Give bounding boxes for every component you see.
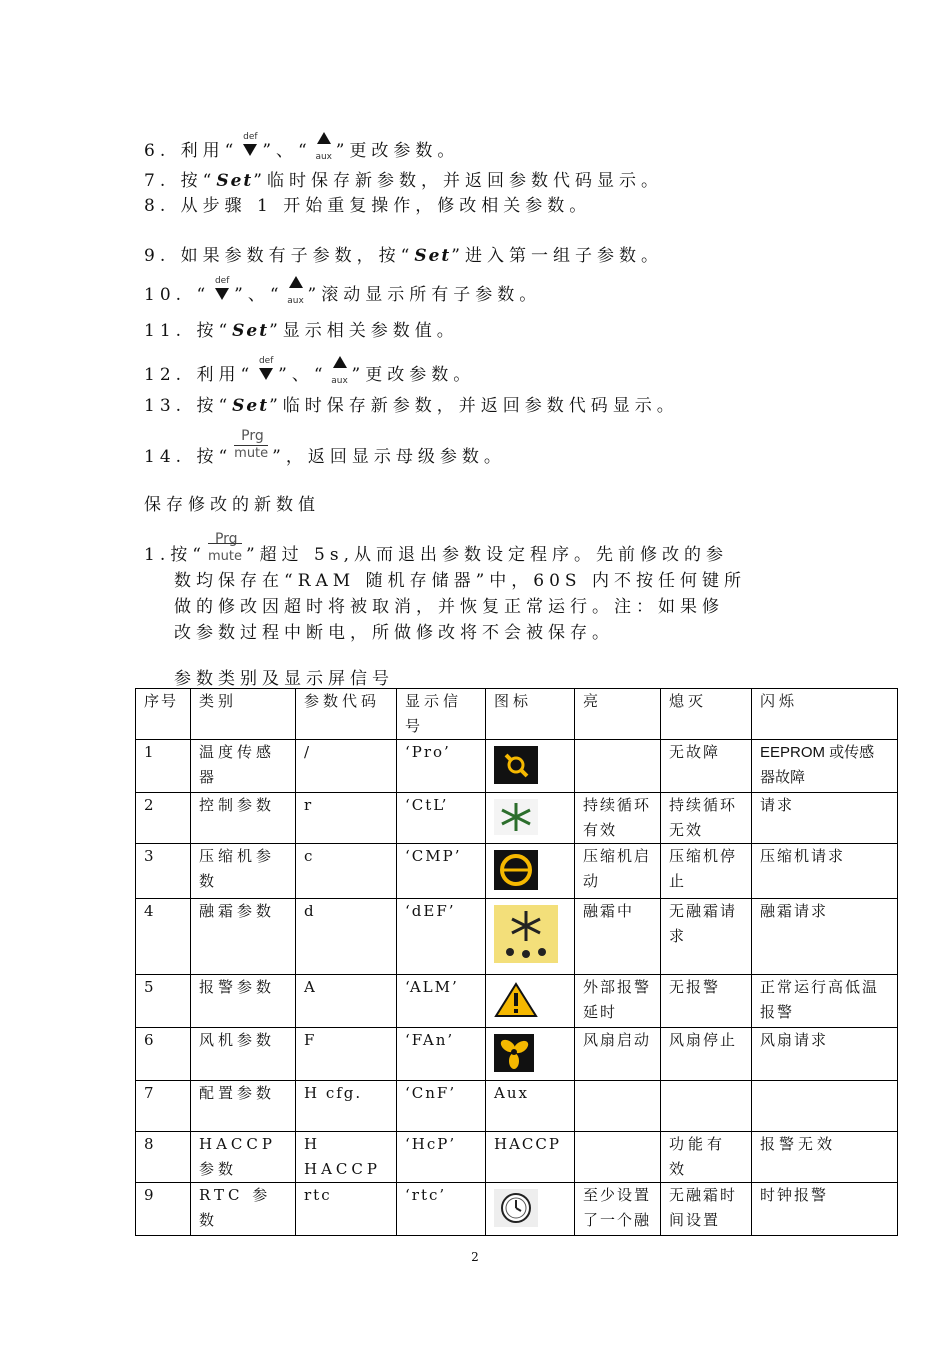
down-def-key-icon: def xyxy=(211,276,233,304)
cell-on: 风扇启动 xyxy=(575,1028,661,1081)
page-number: 2 xyxy=(471,1250,479,1264)
cell-off: 无报警 xyxy=(661,975,752,1028)
table-header-row xyxy=(136,689,898,740)
cell-off: 无融霜时间设置 xyxy=(661,1183,752,1236)
table-row xyxy=(136,1081,898,1132)
header-cell: 参数代码 xyxy=(296,689,397,740)
table-row xyxy=(136,975,898,1028)
cell-category: RTC 参数 xyxy=(191,1183,296,1236)
cell-on: 外部报警延时 xyxy=(575,975,661,1028)
cell-icon xyxy=(486,899,575,975)
cell-blink xyxy=(752,1081,898,1132)
cell-blink: 风扇请求 xyxy=(752,1028,898,1081)
up-aux-key-icon: aux xyxy=(285,276,307,304)
cell-icon xyxy=(486,1028,575,1081)
step-11: 11. 按“Set”显示相关参数值。 xyxy=(144,321,459,341)
step-12: 12. 利用“ def ”、“ aux ”更改参数。 xyxy=(144,356,476,386)
step-10: 10. “ def ”、“ aux ”滚动显示所有子参数。 xyxy=(144,276,542,306)
cell-code: H HACCP xyxy=(296,1132,397,1183)
up-aux-key-icon: aux xyxy=(329,356,351,384)
compressor-icon xyxy=(494,850,538,898)
warning-icon xyxy=(494,981,538,1027)
save-step: 1.按“ Prg mute ”超过 5s,从而退出参数设定程序。先前修改的参 数均保存在“RAM 随机存储器”中，60S 内不按任何键所 做的修改因超时将被取消，并恢复正常运行。注：如果修 改参数过程中断电，所做修改将不会被保存。 xyxy=(144,531,746,643)
cell-signal: ‘CnF’ xyxy=(397,1081,486,1132)
cell-code: r xyxy=(296,793,397,844)
cell-category: 配置参数 xyxy=(191,1081,296,1132)
cell-category: 风机参数 xyxy=(191,1028,296,1081)
step-9: 9. 如果参数有子参数，按“Set”进入第一组子参数。 xyxy=(144,246,663,266)
header-cell: 熄灭 xyxy=(661,689,752,740)
up-aux-key-icon: aux xyxy=(313,132,335,160)
cell-on: 压缩机启动 xyxy=(575,844,661,899)
parameter-table xyxy=(135,688,898,1236)
cell-signal: ‘dEF’ xyxy=(397,899,486,975)
cell-no: 7 xyxy=(136,1081,191,1132)
header-cell: 图标 xyxy=(486,689,575,740)
snowflake-icon xyxy=(494,799,538,843)
cell-off xyxy=(661,1081,752,1132)
cell-no: 4 xyxy=(136,899,191,975)
cell-icon xyxy=(486,740,575,793)
cell-category: 控制参数 xyxy=(191,793,296,844)
clock-icon xyxy=(494,1189,538,1235)
header-cell: 序号 xyxy=(136,689,191,740)
cell-no: 8 xyxy=(136,1132,191,1183)
cell-blink: 请求 xyxy=(752,793,898,844)
cell-signal: ‘HcP’ xyxy=(397,1132,486,1183)
step-8: 8. 从步骤 1 开始重复操作，修改相关参数。 xyxy=(144,196,592,216)
cell-signal: ‘rtc’ xyxy=(397,1183,486,1236)
cell-icon xyxy=(486,975,575,1028)
step-13: 13. 按“Set”临时保存新参数，并返回参数代码显示。 xyxy=(144,396,679,416)
cell-no: 9 xyxy=(136,1183,191,1236)
cell-blink: EEPROM 或传感器故障 xyxy=(752,740,898,793)
cell-off: 风扇停止 xyxy=(661,1028,752,1081)
cell-icon xyxy=(486,793,575,844)
cell-code: / xyxy=(296,740,397,793)
cell-no: 1 xyxy=(136,740,191,793)
cell-signal: ‘Pro’ xyxy=(397,740,486,793)
cell-signal: ‘FAn’ xyxy=(397,1028,486,1081)
cell-no: 6 xyxy=(136,1028,191,1081)
cell-no: 5 xyxy=(136,975,191,1028)
table-row xyxy=(136,1132,898,1183)
step-6: 6. 利用“ def ”、“ aux ”更改参数。 xyxy=(144,132,460,162)
save-heading: 保存修改的新数值 xyxy=(144,495,320,515)
cell-icon-text: Aux xyxy=(486,1081,575,1132)
header-cell: 闪烁 xyxy=(752,689,898,740)
table-row xyxy=(136,1183,898,1236)
table-row xyxy=(136,899,898,975)
header-cell: 亮 xyxy=(575,689,661,740)
cell-no: 2 xyxy=(136,793,191,844)
cell-category: 报警参数 xyxy=(191,975,296,1028)
header-cell: 显示信号 xyxy=(397,689,486,740)
cell-icon xyxy=(486,1183,575,1236)
down-def-key-icon: def xyxy=(255,356,277,384)
cell-on: 持续循环有效 xyxy=(575,793,661,844)
cell-icon xyxy=(486,844,575,899)
cell-off: 压缩机停止 xyxy=(661,844,752,899)
prg-mute-key-icon: Prg mute xyxy=(206,534,246,566)
cell-off: 持续循环无效 xyxy=(661,793,752,844)
header-cell: 类别 xyxy=(191,689,296,740)
cell-on xyxy=(575,1081,661,1132)
cell-on xyxy=(575,740,661,793)
cell-code: A xyxy=(296,975,397,1028)
cell-blink: 压缩机请求 xyxy=(752,844,898,899)
cell-off: 功能有效 xyxy=(661,1132,752,1183)
cell-signal: ‘CMP’ xyxy=(397,844,486,899)
cell-blink: 正常运行高低温报警 xyxy=(752,975,898,1028)
cell-blink: 报警无效 xyxy=(752,1132,898,1183)
cell-off: 无故障 xyxy=(661,740,752,793)
probe-wrench-icon xyxy=(494,746,538,792)
cell-no: 3 xyxy=(136,844,191,899)
cell-on xyxy=(575,1132,661,1183)
step-7: 7. 按“Set”临时保存新参数，并返回参数代码显示。 xyxy=(144,171,663,191)
cell-code: F xyxy=(296,1028,397,1081)
table-row xyxy=(136,844,898,899)
cell-category: 温度传感器 xyxy=(191,740,296,793)
cell-code: rtc xyxy=(296,1183,397,1236)
table-row xyxy=(136,740,898,793)
cell-on: 至少设置了一个融 xyxy=(575,1183,661,1236)
cell-category: 压缩机参数 xyxy=(191,844,296,899)
defrost-icon xyxy=(494,905,558,971)
cell-code: d xyxy=(296,899,397,975)
step-14: 14. 按“ Prg mute ”，返回显示母级参数。 xyxy=(144,428,506,467)
cell-category: HACCP 参数 xyxy=(191,1132,296,1183)
cell-on: 融霜中 xyxy=(575,899,661,975)
cell-code: H cfg. xyxy=(296,1081,397,1132)
cell-code: c xyxy=(296,844,397,899)
table-row xyxy=(136,793,898,844)
cell-blink: 融霜请求 xyxy=(752,899,898,975)
cell-signal: ‘CtL’ xyxy=(397,793,486,844)
fan-icon xyxy=(494,1034,534,1080)
table-caption: 参数类别及显示屏信号 xyxy=(174,669,394,689)
cell-off: 无融霜请求 xyxy=(661,899,752,975)
cell-icon-text: HACCP xyxy=(486,1132,575,1183)
cell-category: 融霜参数 xyxy=(191,899,296,975)
cell-signal: ‘ALM’ xyxy=(397,975,486,1028)
cell-blink: 时钟报警 xyxy=(752,1183,898,1236)
table-row xyxy=(136,1028,898,1081)
down-def-key-icon: def xyxy=(239,132,261,160)
prg-mute-key-icon: Prg mute xyxy=(234,428,269,461)
